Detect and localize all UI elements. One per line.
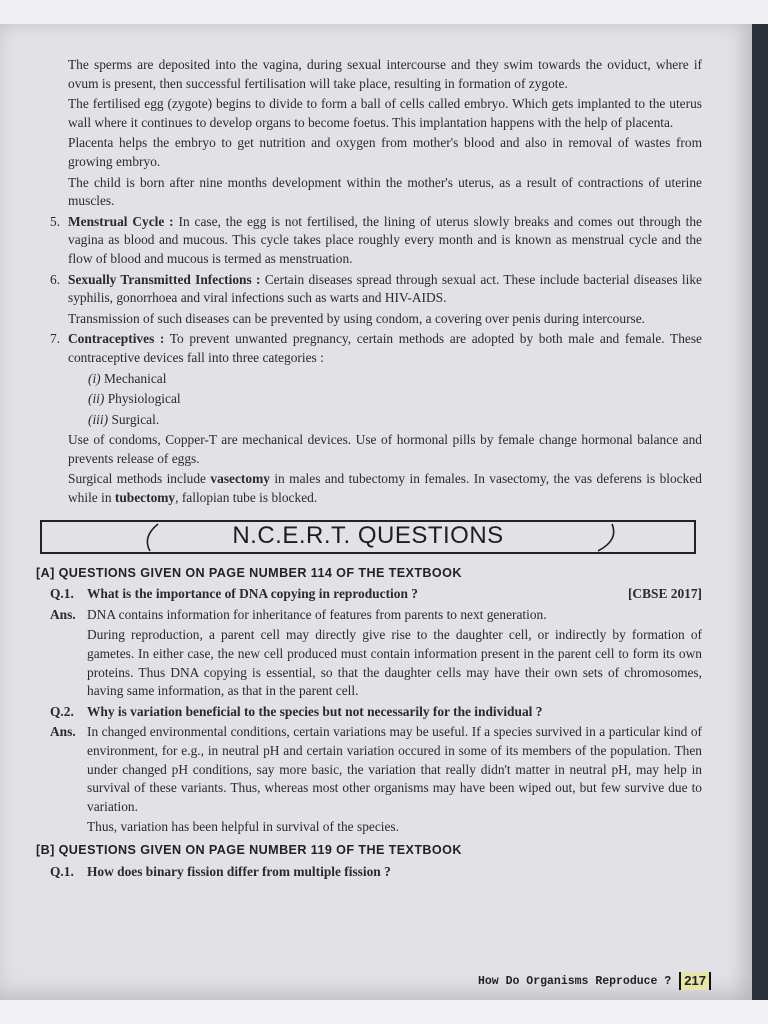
answer-2 xyxy=(36,723,702,816)
item-paragraph: Transmission of such diseases can be prevented by using condom, a covering over penis during intercourse. xyxy=(68,310,646,326)
ncert-questions-banner xyxy=(40,520,696,554)
question-b1 xyxy=(36,863,702,882)
intro-paragraph: The sperms are deposited into the vagina, during sexual intercourse and they swim towards the oviduct, where if ovum is present, then successful fertilisation will take place, resulting in formation of zygote. xyxy=(68,57,702,91)
chapter-title: How Do Organisms Reproduce ? xyxy=(478,974,672,988)
item-term: Sexually Transmitted Infections : xyxy=(68,271,261,287)
page-number: 217 xyxy=(679,972,711,990)
textbook-page xyxy=(0,24,752,1000)
cbse-tag: [CBSE 2017] xyxy=(627,586,702,602)
item-number: 6. xyxy=(50,271,61,287)
intro-paragraph: Placenta helps the embryo to get nutrition and oxygen from mother's blood and also in removal of wastes from growing embryo. xyxy=(68,135,702,169)
intro-paragraph: The fertilised egg (zygote) begins to divide to form a ball of cells called embryo. Which gets implanted to the uterus wall where it continues to develop organs to become foetus. This implantation happens with the help of placenta. xyxy=(68,96,702,130)
category-item: (ii) Physiological xyxy=(88,391,181,407)
question-text: What is the importance of DNA copying in reproduction ? xyxy=(87,586,418,602)
list-item-contraceptives xyxy=(36,330,702,367)
item-number: 5. xyxy=(50,213,61,229)
list-item-menstrual-cycle xyxy=(36,213,702,269)
section-heading-b: [B] QUESTIONS GIVEN ON PAGE NUMBER 119 OF THE TEXTBOOK xyxy=(36,842,462,857)
question-text: Why is variation beneficial to the species but not necessarily for the individual ? xyxy=(87,703,543,719)
list-item-sti xyxy=(36,271,702,308)
page-footer xyxy=(478,970,711,992)
question-label: Q.2. xyxy=(50,703,74,719)
question-1 xyxy=(36,585,702,604)
item-number: 7. xyxy=(50,331,61,347)
item-text: To prevent unwanted pregnancy, certain methods are adopted by both male and female. These contraceptive devices fall into three categories : xyxy=(68,331,702,365)
category-item: (iii) Surgical. xyxy=(88,411,160,427)
item-text: In case, the egg is not fertilised, the lining of uterus slowly breaks and comes out through the vagina as blood and mucous. This cycle takes place roughly every month and is known as menstrual cycle and the flow of blood and mucous is termed as menstruation. xyxy=(68,213,702,266)
answer-text: DNA contains information for inheritance of features from parents to next generation. xyxy=(87,606,547,622)
section-heading-a: [A] QUESTIONS GIVEN ON PAGE NUMBER 114 OF THE TEXTBOOK xyxy=(36,565,462,580)
answer-1 xyxy=(36,606,702,625)
answer-label: Ans. xyxy=(50,606,76,622)
answer-continuation: During reproduction, a parent cell may directly give rise to the daughter cell, or indirectly by formation of gametes. In either case, the new cell produced must contain information present in the parent cell to form its own proteins. Thus DNA copying is essential, so that the daughter cells may have their own sets of chromosomes, having same information, as that in the parent cell. xyxy=(87,627,702,699)
answer-continuation: Thus, variation has been helpful in survival of the species. xyxy=(87,819,399,835)
question-2 xyxy=(36,703,702,722)
answer-text: In changed environmental conditions, certain variations may be useful. If a species survived in a particular kind of environment, for e.g., in neutral pH and certain variation occured in some of its members of the population. Then under changed pH conditions, say more basic, the variation that really didn't matter in neutral pH, may help in survival of these variants. Thus, whereas most other organisms may have been wiped out, but few survive due to variation. xyxy=(87,724,702,814)
page-content xyxy=(36,56,702,883)
question-label: Q.1. xyxy=(50,863,74,879)
answer-label: Ans. xyxy=(50,724,76,740)
item-text: Certain diseases spread through sexual act. These include bacterial diseases like syphilis, gonorrhoea and viral infections such as warts and HIV-AIDS. xyxy=(68,271,702,306)
top-background-strip xyxy=(0,0,768,24)
item-paragraph: Surgical methods include vasectomy in males and tubectomy in females. In vasectomy, the vas deferens is blocked while in tubectomy, fallopian tube is blocked. xyxy=(68,471,702,506)
question-text: How does binary fission differ from multiple fission ? xyxy=(87,863,391,879)
item-term: Menstrual Cycle : xyxy=(68,213,174,229)
bottom-background-strip xyxy=(0,1000,768,1024)
question-label: Q.1. xyxy=(50,586,74,602)
intro-paragraph: The child is born after nine months development within the mother's uterus, as a result of contractions of uterine muscles. xyxy=(68,174,702,209)
item-term: Contraceptives : xyxy=(68,331,165,347)
banner-title: N.C.E.R.T. QUESTIONS xyxy=(232,522,504,550)
category-item: (i) Mechanical xyxy=(88,370,167,386)
item-paragraph: Use of condoms, Copper-T are mechanical devices. Use of hormonal pills by female change hormonal balance and prevents release of eggs. xyxy=(68,432,702,466)
